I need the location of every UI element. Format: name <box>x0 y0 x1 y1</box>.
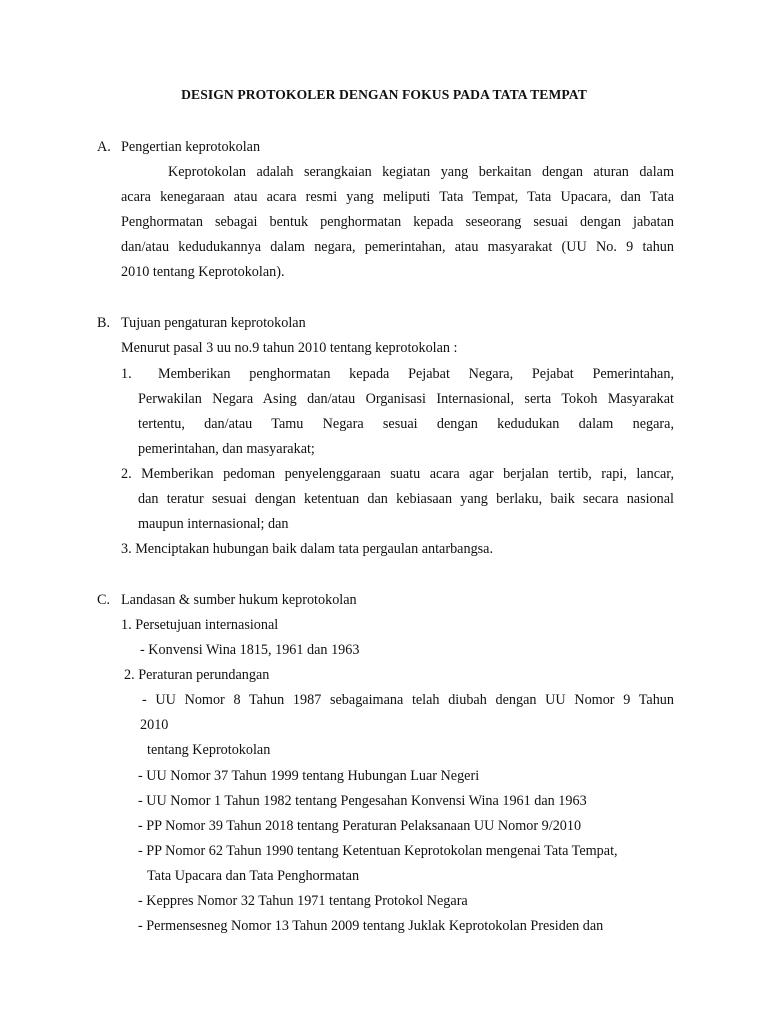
list-item-line: - Konvensi Wina 1815, 1961 dan 1963 <box>140 642 360 658</box>
list-item-line: Perwakilan Negara Asing dan/atau Organisasi Internasional, serta Tokoh Masyarakat <box>138 391 674 407</box>
list-item-line: Tata Upacara dan Tata Penghormatan <box>147 868 360 884</box>
section-a-para-line: Keprotokolan adalah serangkaian kegiatan yang berkaitan dengan aturan dalam <box>168 164 674 180</box>
list-item-line: - UU Nomor 8 Tahun 1987 sebagaimana telah diubah dengan UU Nomor 9 Tahun <box>142 692 674 708</box>
section-b-heading: Tujuan pengaturan keprotokolan <box>121 315 306 331</box>
list-item-line: 3. Menciptakan hubungan baik dalam tata pergaulan antarbangsa. <box>121 541 494 557</box>
section-a-para-line: dan/atau kedudukannya dalam negara, pemerintahan, atau masyarakat (UU No. 9 tahun <box>121 239 674 255</box>
section-c-heading: Landasan & sumber hukum keprotokolan <box>121 592 357 608</box>
subsection-heading: 2. Peraturan perundangan <box>124 667 270 683</box>
section-b-intro: Menurut pasal 3 uu no.9 tahun 2010 tentang keprotokolan : <box>121 340 458 356</box>
section-c-letter: C. <box>97 592 111 608</box>
list-item-line: pemerintahan, dan masyarakat; <box>138 441 315 457</box>
list-item-line: maupun internasional; dan <box>138 516 289 532</box>
subsection-heading: 1. Persetujuan internasional <box>121 617 279 633</box>
list-item-line: tentang Keprotokolan <box>147 742 271 758</box>
list-item-line: 2. Memberikan pedoman penyelenggaraan suatu acara agar berjalan tertib, rapi, lancar, <box>121 466 674 482</box>
section-a-letter: A. <box>97 139 111 155</box>
list-item-line: - PP Nomor 62 Tahun 1990 tentang Ketentuan Keprotokolan mengenai Tata Tempat, <box>138 843 618 859</box>
section-a-para-line: Penghormatan sebagai bentuk penghormatan kepada seseorang sesuai dengan jabatan <box>121 214 674 230</box>
list-item-line: Memberikan penghormatan kepada Pejabat Negara, Pejabat Pemerintahan, <box>158 366 674 382</box>
section-a-heading: Pengertian keprotokolan <box>121 139 261 155</box>
list-item-line: tertentu, dan/atau Tamu Negara sesuai dengan kedudukan dalam negara, <box>138 416 674 432</box>
list-item-line: - UU Nomor 37 Tahun 1999 tentang Hubungan Luar Negeri <box>138 768 480 784</box>
list-item-line: - PP Nomor 39 Tahun 2018 tentang Peraturan Pelaksanaan UU Nomor 9/2010 <box>138 818 582 834</box>
list-number: 1. <box>121 366 132 382</box>
section-a-para-line: 2010 tentang Keprotokolan). <box>121 264 285 280</box>
list-item-line: - Permensesneg Nomor 13 Tahun 2009 tentang Juklak Keprotokolan Presiden dan <box>138 918 604 934</box>
document-title: DESIGN PROTOKOLER DENGAN FOKUS PADA TATA TEMPAT <box>181 87 587 102</box>
list-item-line: dan teratur sesuai dengan ketentuan dan kebiasaan yang berlaku, baik secara nasional <box>138 491 674 507</box>
section-b-letter: B. <box>97 315 111 331</box>
section-a-para-line: acara kenegaraan atau acara resmi yang meliputi Tata Tempat, Tata Upacara, dan Tata <box>121 189 674 205</box>
list-item-line: 2010 <box>140 717 169 733</box>
list-item-line: - UU Nomor 1 Tahun 1982 tentang Pengesahan Konvensi Wina 1961 dan 1963 <box>138 793 587 809</box>
list-item-line: - Keppres Nomor 32 Tahun 1971 tentang Protokol Negara <box>138 893 468 909</box>
